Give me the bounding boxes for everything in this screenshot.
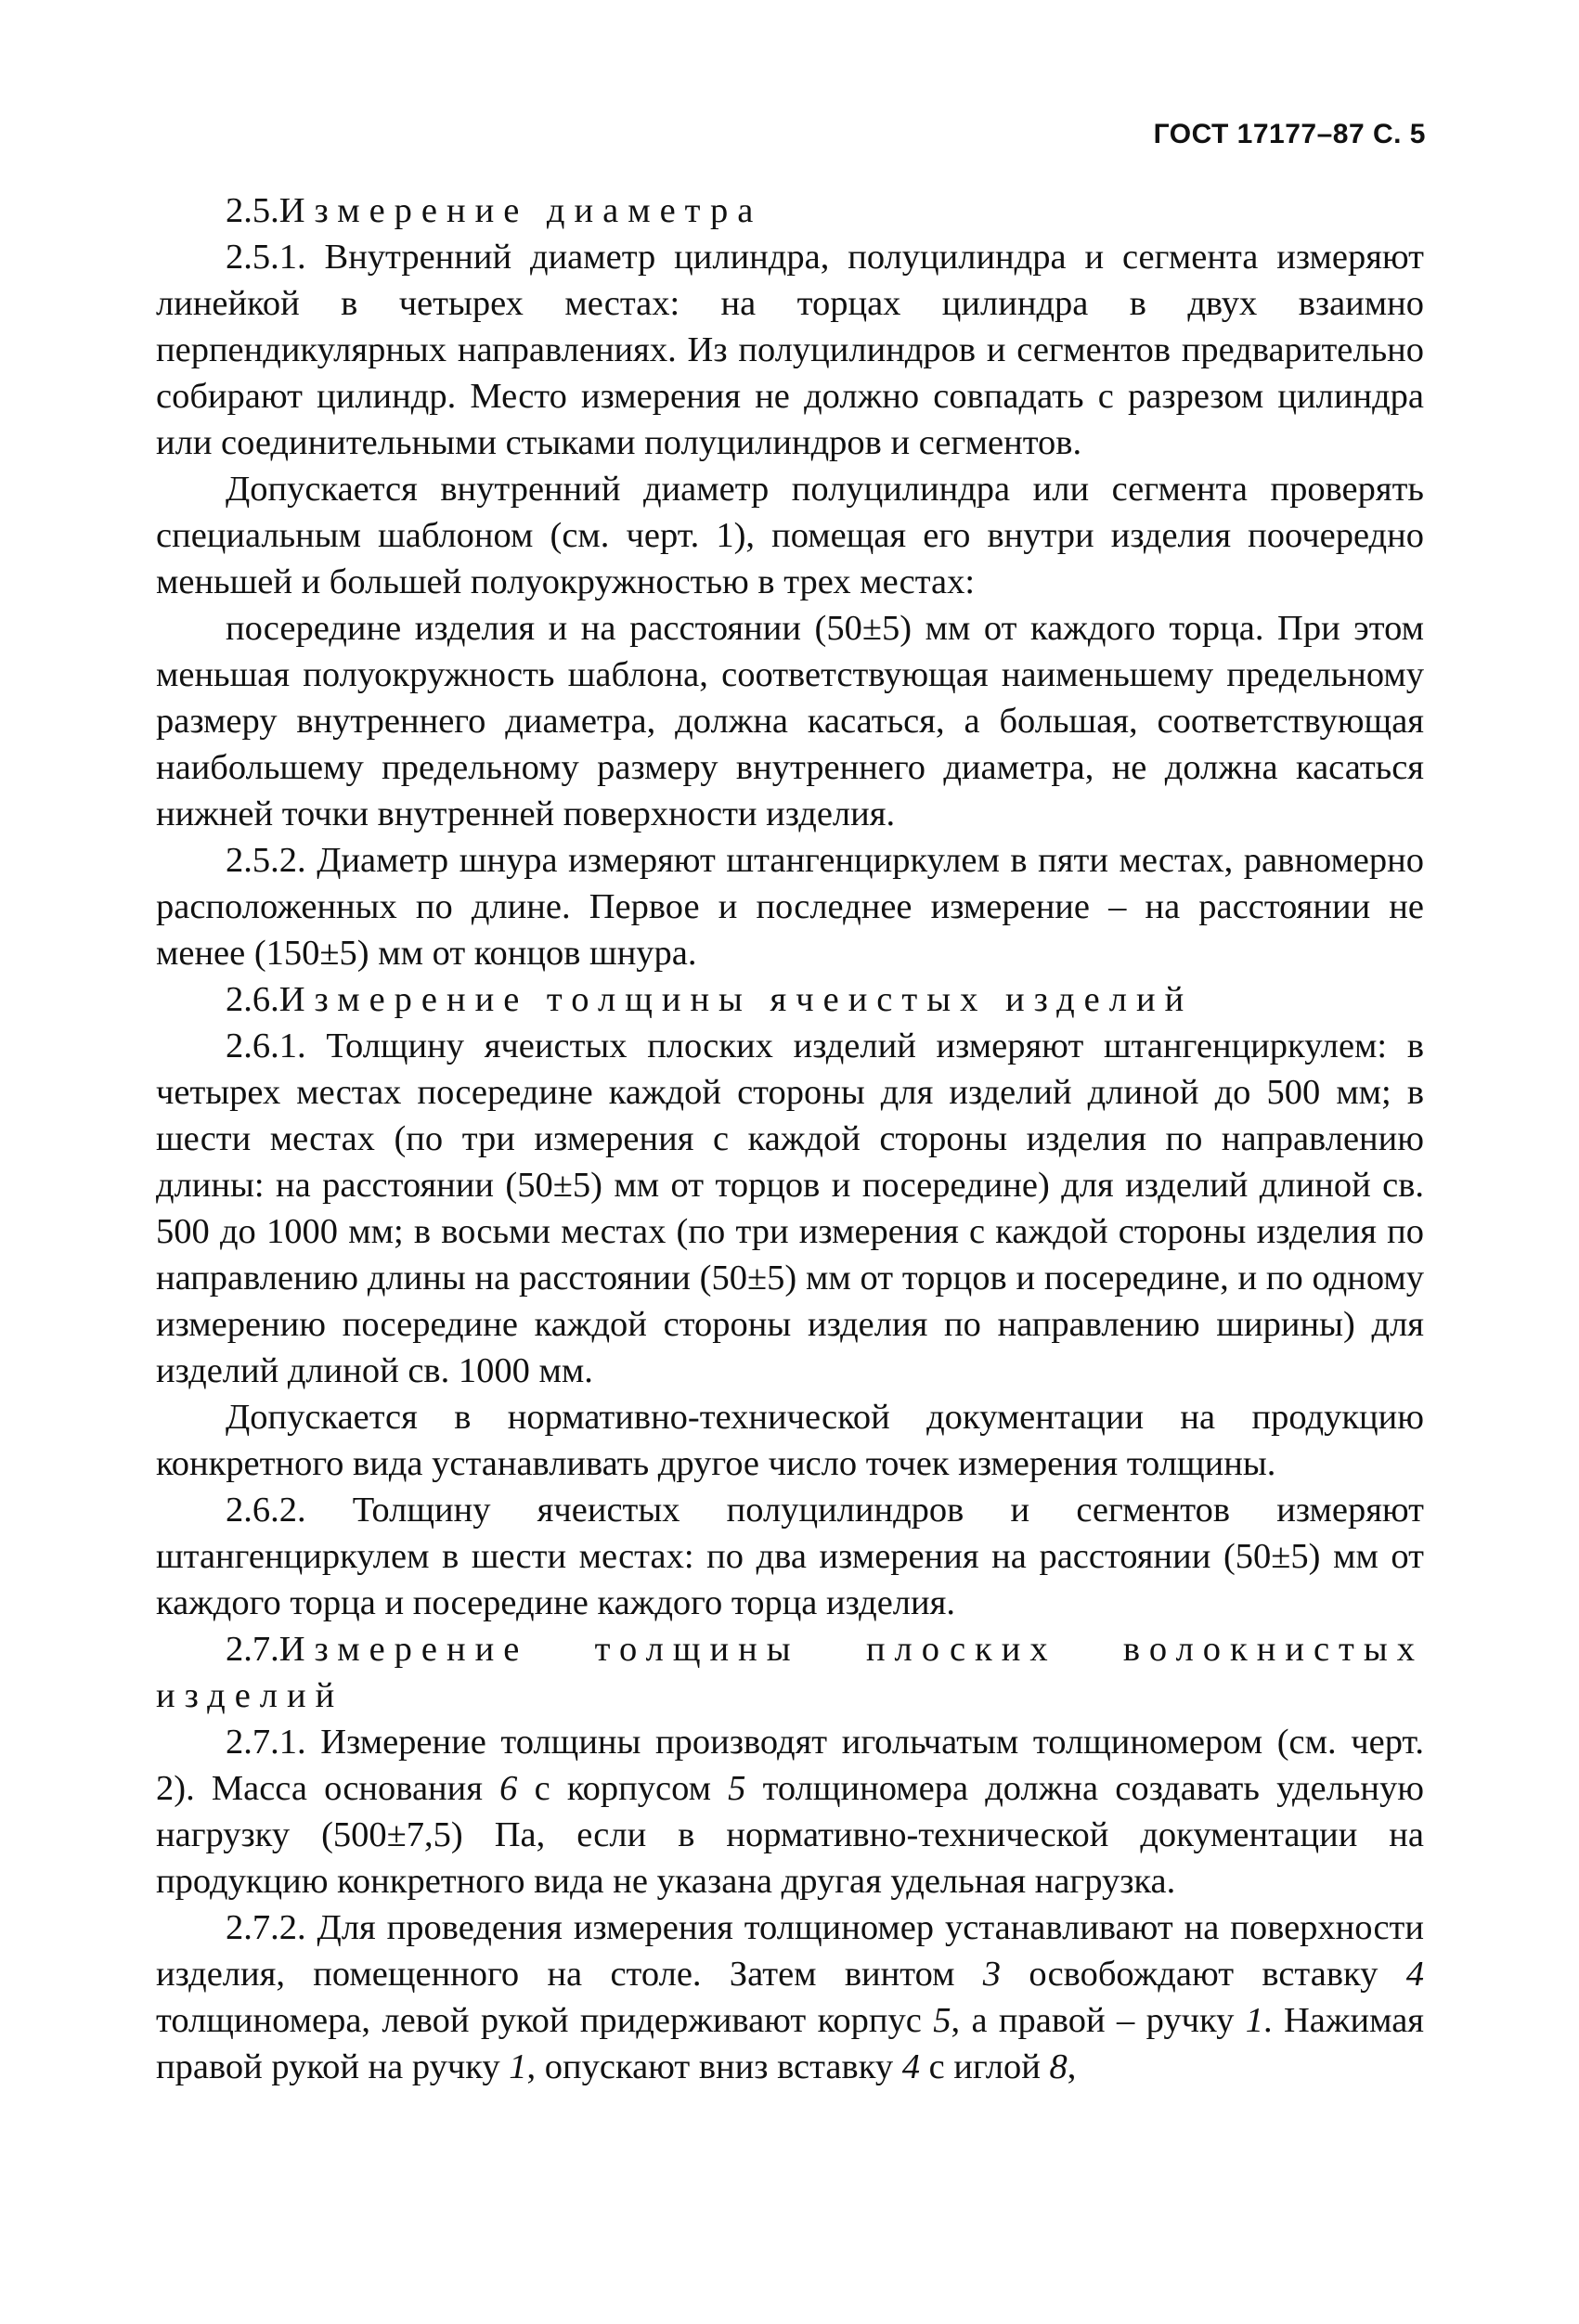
running-head: ГОСТ 17177–87 С. 5 [1153,119,1426,149]
section-title: Измерение диаметра [278,191,763,230]
text-run: толщиномера должна создавать удельную нагрузку (500±7,5) Па, если в нормативно-технической документации на продукцию конкретного вида не указана другая удельная нагрузка. [156,1769,1425,1901]
section-number: 2.5. [226,191,279,230]
part-number: 1 [1245,2001,1263,2040]
part-number: 1 [509,2047,527,2086]
part-number: 8 [1049,2047,1068,2086]
section-title: Измерение толщины ячеистых изделий [278,980,1194,1019]
text-run: освобождают вставку [1001,1955,1406,1994]
text-run: . Нажимая правой рукой на ручку [156,2001,1424,2086]
paragraph-2-5-1-template: Допускается внутренний диаметр полуцилиндра или сегмента проверять специальным шаблоном (см. черт. 1), помещая его внутри изделия поочередно меньшей и большей полуокружностью в трех местах: [156,470,1424,601]
section-heading-2-6 [156,976,1424,1023]
part-number: 4 [1405,1955,1424,1994]
section-title: Измерение толщины плоских волокнистых изделий [156,1630,1424,1715]
paragraph-2-5-2: 2.5.2. Диаметр шнура измеряют штангенциркулем в пяти местах, равномерно расположенных по длине. Первое и последнее измерение – на расстоянии не менее (150±5) мм от концов шнура. [156,841,1424,973]
section-number: 2.7. [226,1630,279,1669]
part-number: 4 [901,2047,920,2086]
text-run: , [1067,2047,1077,2086]
text-run: , опускают вниз вставку [526,2047,902,2086]
paragraph-2-5-1: 2.5.1. Внутренний диаметр цилиндра, полуцилиндра и сегмента измеряют линейкой в четырех местах: на торцах цилиндра в двух взаимно перпендикулярных направлениях. Из полуцилиндров и сегментов предварительно собирают цилиндр. Место измерения не должно совпадать с разрезом цилиндра или соединительными стыками полуцилиндров и сегментов. [156,238,1424,462]
text-run: 2.7.1. Измерение толщины производят игольчатым толщиномером (см. черт. 2). Масса основания [156,1723,1424,1808]
part-number: 5 [933,2001,951,2040]
section-heading-2-5 [156,187,1424,234]
paragraph-2-7-2 [156,1904,1424,2090]
paragraph-2-6-1: 2.6.1. Толщину ячеистых плоских изделий измеряют штангенциркулем: в четырех местах посередине каждой стороны для изделий длиной до 500 мм; в шести местах (по три измерения с каждой стороны изделия по направлению длины: на расстоянии (50±5) мм от торцов и посередине) для изделий длиной св. 500 до 1000 мм; в восьми местах (по три измерения с каждой стороны изделия по направлению длины на расстоянии (50±5) мм от торцов и посередине, и по одному измерению посередине каждой стороны изделия по направлению ширины) для изделий длиной св. 1000 мм. [156,1026,1424,1390]
text-run: с иглой [919,2047,1050,2086]
text-run: с корпусом [517,1769,729,1808]
paragraph-2-5-1-positions: посередине изделия и на расстоянии (50±5) мм от каждого торца. При этом меньшая полуокружность шаблона, соответствующая наименьшему предельному размеру внутреннего диаметра, должна касаться, а большая, соответствующая наибольшему предельному размеру внутреннего диаметра, не должна касаться нижней точки внутренней поверхности изделия. [156,609,1424,833]
paragraph-2-6-2: 2.6.2. Толщину ячеистых полуцилиндров и сегментов измеряют штангенциркулем в шести местах: по два измерения на расстоянии (50±5) мм от каждого торца и посередине каждого торца изделия. [156,1491,1424,1622]
text-run: толщиномера, левой рукой придерживают корпус [156,2001,934,2040]
part-number: 6 [499,1769,518,1808]
text-run: 2.7.2. Для проведения измерения толщиномер устанавливают на поверхности изделия, помещенного на столе. Затем винтом [156,1908,1424,1994]
document-body [156,187,1424,2090]
section-number: 2.6. [226,980,279,1019]
paragraph-2-7-1 [156,1719,1424,1904]
paragraph-2-6-1-note: Допускается в нормативно-технической документации на продукцию конкретного вида устанавливать другое число точек измерения толщины. [156,1398,1424,1483]
text-run: , а правой – ручку [951,2001,1246,2040]
part-number: 5 [728,1769,746,1808]
part-number: 3 [982,1955,1002,1994]
section-heading-2-7 [156,1626,1424,1719]
